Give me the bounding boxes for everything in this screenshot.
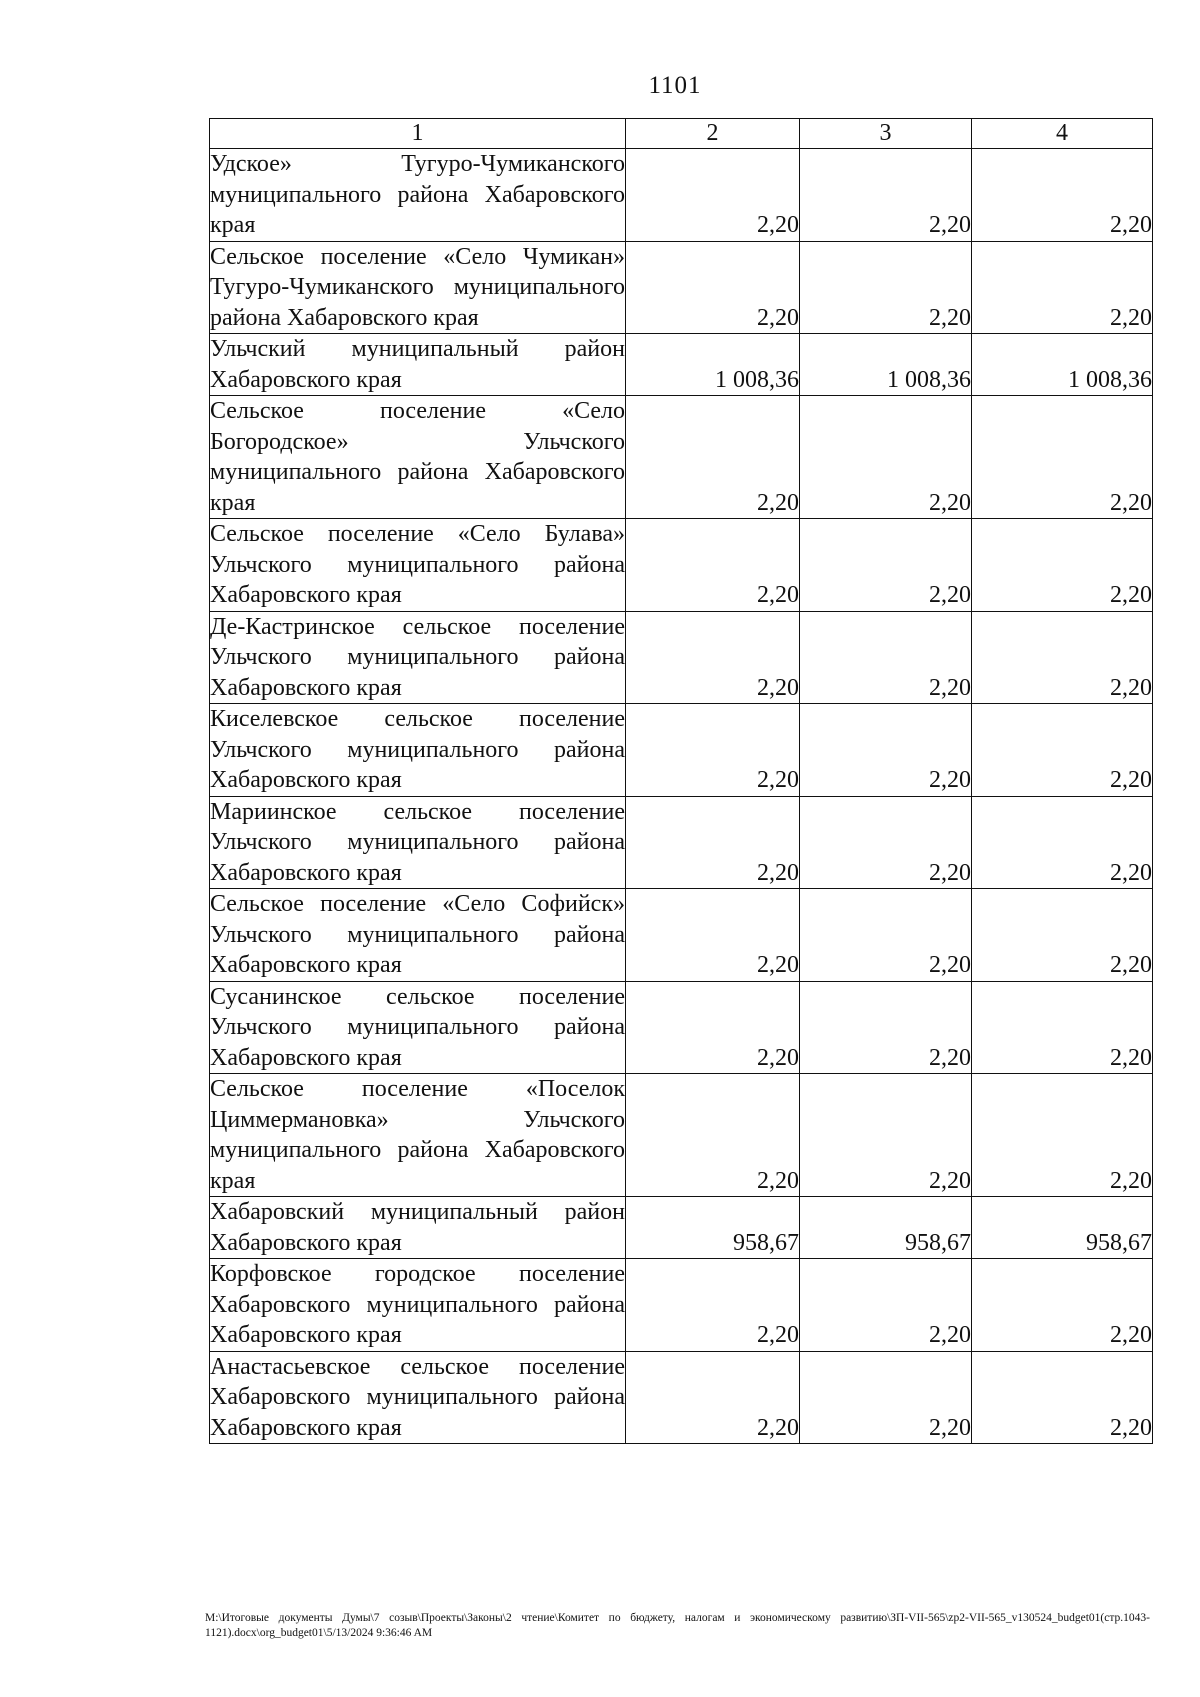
value-col-3: 2,20 — [800, 519, 972, 612]
municipality-name: Корфовское городское поселение Хабаровского муниципального района Хабаровского края — [210, 1259, 626, 1352]
value-col-2: 2,20 — [626, 1074, 800, 1197]
table-row — [210, 1351, 1153, 1444]
value-col-4: 2,20 — [972, 889, 1153, 982]
value-col-3: 958,67 — [800, 1197, 972, 1259]
value-col-2: 2,20 — [626, 519, 800, 612]
value-col-4: 2,20 — [972, 241, 1153, 334]
value-col-4: 958,67 — [972, 1197, 1153, 1259]
value-col-4: 2,20 — [972, 396, 1153, 519]
budget-table — [209, 118, 1153, 1444]
value-col-2: 2,20 — [626, 981, 800, 1074]
municipality-name: Анастасьевское сельское поселение Хабаровского муниципального района Хабаровского края — [210, 1351, 626, 1444]
value-col-4: 2,20 — [972, 981, 1153, 1074]
table-header-row — [210, 119, 1153, 149]
table-row — [210, 1259, 1153, 1352]
municipality-name: Хабаровский муниципальный район Хабаровского края — [210, 1197, 626, 1259]
value-col-4: 2,20 — [972, 1074, 1153, 1197]
table-row — [210, 1197, 1153, 1259]
value-col-2: 1 008,36 — [626, 334, 800, 396]
value-col-3: 2,20 — [800, 396, 972, 519]
municipality-name: Сельское поселение «Село Софийск» Ульчского муниципального района Хабаровского края — [210, 889, 626, 982]
value-col-3: 2,20 — [800, 889, 972, 982]
value-col-4: 2,20 — [972, 1259, 1153, 1352]
table-row — [210, 241, 1153, 334]
table-row — [210, 396, 1153, 519]
table-row — [210, 1074, 1153, 1197]
table-row — [210, 519, 1153, 612]
column-header-4: 4 — [972, 119, 1153, 149]
value-col-2: 2,20 — [626, 1351, 800, 1444]
value-col-2: 2,20 — [626, 611, 800, 704]
page-number: 1101 — [648, 72, 702, 99]
value-col-3: 2,20 — [800, 149, 972, 242]
municipality-name: Удское» Тугуро-Чумиканского муниципального района Хабаровского края — [210, 149, 626, 242]
value-col-2: 958,67 — [626, 1197, 800, 1259]
value-col-4: 2,20 — [972, 704, 1153, 797]
table-row — [210, 149, 1153, 242]
municipality-name: Сельское поселение «Село Богородское» Ульчского муниципального района Хабаровского края — [210, 396, 626, 519]
value-col-2: 2,20 — [626, 396, 800, 519]
column-header-2: 2 — [626, 119, 800, 149]
column-header-1: 1 — [210, 119, 626, 149]
value-col-3: 2,20 — [800, 704, 972, 797]
value-col-3: 2,20 — [800, 796, 972, 889]
document-path-footer: М:\Итоговые документы Думы\7 созыв\Проекты\Законы\2 чтение\Комитет по бюджету, налогам и экономическому развитию\ЗП-VII-565\zp2-VII-565_v130524_budget01(стр.1043-1121).docx\org_budget01\5/13/2024 9:36:46 AM — [205, 1612, 1150, 1639]
value-col-4: 2,20 — [972, 149, 1153, 242]
value-col-4: 2,20 — [972, 519, 1153, 612]
value-col-4: 2,20 — [972, 1351, 1153, 1444]
value-col-2: 2,20 — [626, 704, 800, 797]
table-row — [210, 611, 1153, 704]
municipality-name: Сельское поселение «Село Булава» Ульчского муниципального района Хабаровского края — [210, 519, 626, 612]
value-col-4: 1 008,36 — [972, 334, 1153, 396]
value-col-2: 2,20 — [626, 796, 800, 889]
table-row — [210, 704, 1153, 797]
value-col-3: 2,20 — [800, 1074, 972, 1197]
municipality-name: Сельское поселение «Село Чумикан» Тугуро-Чумиканского муниципального района Хабаровского края — [210, 241, 626, 334]
value-col-2: 2,20 — [626, 889, 800, 982]
municipality-name: Ульчский муниципальный район Хабаровского края — [210, 334, 626, 396]
column-header-3: 3 — [800, 119, 972, 149]
table-row — [210, 981, 1153, 1074]
municipality-name: Мариинское сельское поселение Ульчского муниципального района Хабаровского края — [210, 796, 626, 889]
value-col-3: 2,20 — [800, 1259, 972, 1352]
municipality-name: Киселевское сельское поселение Ульчского муниципального района Хабаровского края — [210, 704, 626, 797]
value-col-3: 2,20 — [800, 241, 972, 334]
value-col-3: 2,20 — [800, 981, 972, 1074]
value-col-2: 2,20 — [626, 241, 800, 334]
value-col-2: 2,20 — [626, 1259, 800, 1352]
value-col-4: 2,20 — [972, 611, 1153, 704]
municipality-name: Сусанинское сельское поселение Ульчского муниципального района Хабаровского края — [210, 981, 626, 1074]
value-col-3: 1 008,36 — [800, 334, 972, 396]
value-col-3: 2,20 — [800, 611, 972, 704]
municipality-name: Де-Кастринское сельское поселение Ульчского муниципального района Хабаровского края — [210, 611, 626, 704]
value-col-2: 2,20 — [626, 149, 800, 242]
value-col-4: 2,20 — [972, 796, 1153, 889]
table-row — [210, 334, 1153, 396]
municipality-name: Сельское поселение «Поселок Циммермановка» Ульчского муниципального района Хабаровского края — [210, 1074, 626, 1197]
table-row — [210, 889, 1153, 982]
table-row — [210, 796, 1153, 889]
value-col-3: 2,20 — [800, 1351, 972, 1444]
